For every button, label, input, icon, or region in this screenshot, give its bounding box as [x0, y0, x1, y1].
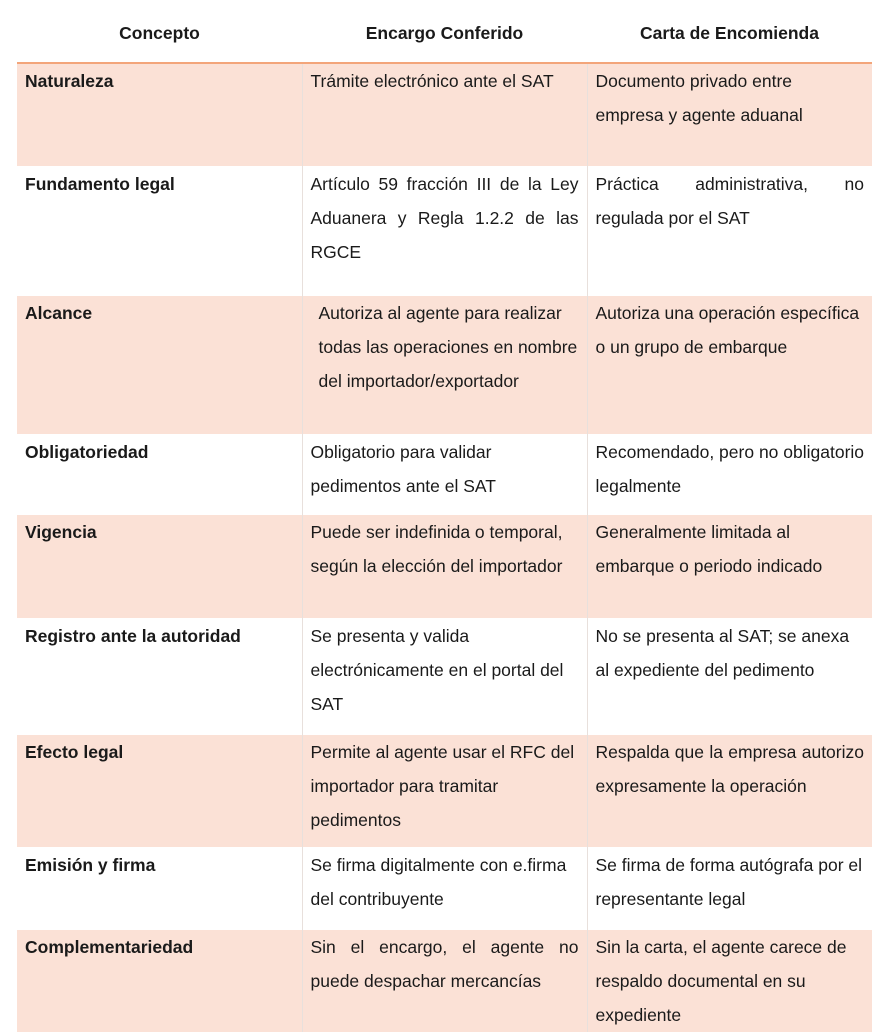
concept-cell: Efecto legal [17, 734, 302, 847]
encargo-cell: Se firma digitalmente con e.firma del contribuyente [302, 847, 587, 929]
table-body [17, 63, 872, 1032]
comparison-table [17, 0, 872, 1032]
header-carta-de-encomienda: Carta de Encomienda [587, 0, 872, 63]
table-row [17, 847, 872, 929]
concept-cell: Alcance [17, 295, 302, 434]
concept-cell: Complementariedad [17, 929, 302, 1032]
carta-cell: Autoriza una operación específica o un grupo de embarque [587, 295, 872, 434]
encargo-cell: Se presenta y valida electrónicamente en el portal del SAT [302, 618, 587, 734]
table-row [17, 618, 872, 734]
carta-cell: No se presenta al SAT; se anexa al expediente del pedimento [587, 618, 872, 734]
encargo-cell: Obligatorio para validar pedimentos ante el SAT [302, 434, 587, 514]
carta-cell: Se firma de forma autógrafa por el representante legal [587, 847, 872, 929]
table-row [17, 734, 872, 847]
concept-cell: Vigencia [17, 514, 302, 618]
carta-cell: Generalmente limitada al embarque o periodo indicado [587, 514, 872, 618]
header-concepto: Concepto [17, 0, 302, 63]
concept-cell: Naturaleza [17, 63, 302, 166]
encargo-cell: Sin el encargo, el agente no puede despachar mercancías [302, 929, 587, 1032]
encargo-cell: Trámite electrónico ante el SAT [302, 63, 587, 166]
table-row [17, 929, 872, 1032]
carta-cell: Respalda que la empresa autorizo expresamente la operación [587, 734, 872, 847]
concept-cell: Emisión y firma [17, 847, 302, 929]
carta-cell: Sin la carta, el agente carece de respaldo documental en su expediente [587, 929, 872, 1032]
concept-cell: Registro ante la autoridad [17, 618, 302, 734]
encargo-cell: Artículo 59 fracción III de la Ley Aduanera y Regla 1.2.2 de las RGCE [302, 166, 587, 295]
table-row [17, 63, 872, 166]
table-header [17, 0, 872, 63]
carta-cell: Recomendado, pero no obligatorio legalmente [587, 434, 872, 514]
concept-cell: Fundamento legal [17, 166, 302, 295]
carta-cell: Práctica administrativa, no regulada por el SAT [587, 166, 872, 295]
table-row [17, 514, 872, 618]
encargo-cell: Permite al agente usar el RFC del importador para tramitar pedimentos [302, 734, 587, 847]
table-row [17, 434, 872, 514]
table-row [17, 295, 872, 434]
carta-cell: Documento privado entre empresa y agente aduanal [587, 63, 872, 166]
table-row [17, 166, 872, 295]
encargo-cell: Puede ser indefinida o temporal, según la elección del importador [302, 514, 587, 618]
header-encargo-conferido: Encargo Conferido [302, 0, 587, 63]
concept-cell: Obligatoriedad [17, 434, 302, 514]
encargo-cell: Autoriza al agente para realizar todas las operaciones en nombre del importador/exportador [302, 295, 587, 434]
comparison-table-wrapper [17, 0, 872, 1032]
